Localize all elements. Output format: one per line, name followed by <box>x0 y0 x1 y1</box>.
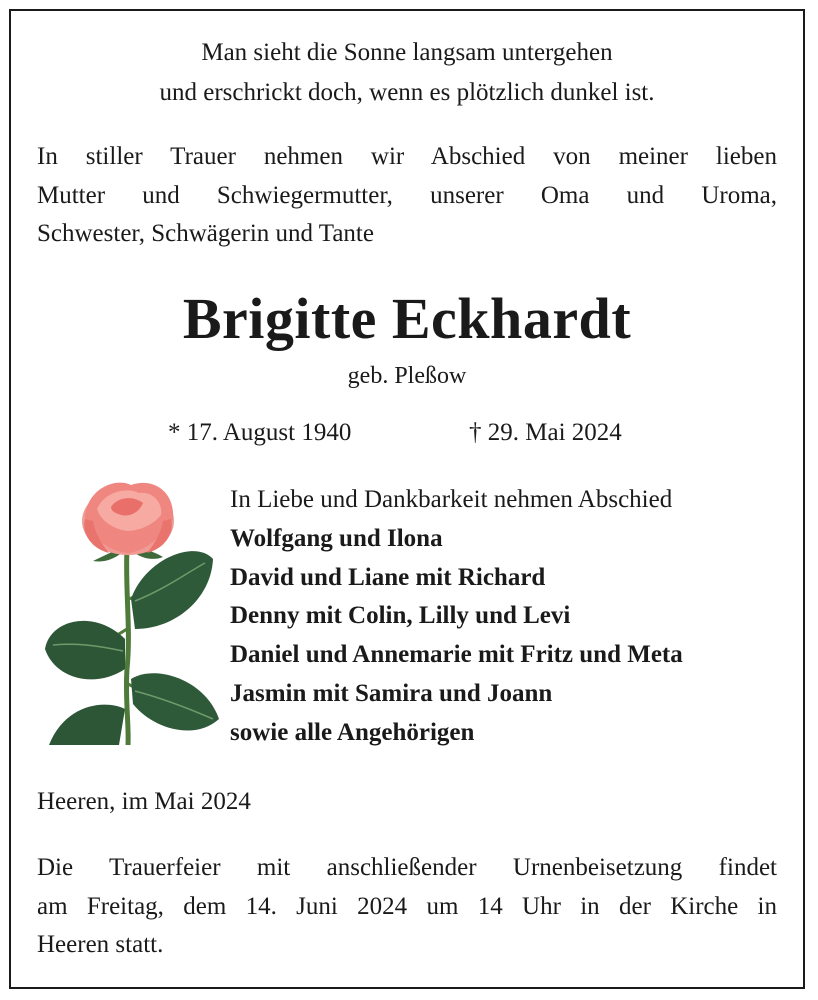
ceremony-line-3: Heeren statt. <box>37 931 164 958</box>
rose-image <box>35 479 219 745</box>
maiden-name: geb. Pleßow <box>347 363 467 389</box>
mourner-family: sowie alle Angehörigen <box>230 718 475 746</box>
ceremony-line-1: Die Trauerfeier mit anschließender Urnenbeisetzung findet <box>37 854 777 881</box>
mourner-family: Jasmin mit Samira und Joann <box>230 679 553 707</box>
ceremony-info <box>37 849 777 965</box>
motto-line-1: Man sieht die Sonne langsam untergehen <box>201 39 613 66</box>
obituary-notice <box>9 9 805 989</box>
death-date: † 29. Mai 2024 <box>469 419 622 446</box>
intro-line-1: In stiller Trauer nehmen wir Abschied von meiner lieben <box>37 143 777 170</box>
mourner-family: Daniel und Annemarie mit Fritz und Meta <box>230 641 683 669</box>
birth-date: * 17. August 1940 <box>168 419 352 446</box>
intro-line-2: Mutter und Schwiegermutter, unserer Oma und Uroma, <box>37 181 777 209</box>
intro-line-3: Schwester, Schwägerin und Tante <box>37 220 374 247</box>
mourners-block <box>230 481 683 753</box>
deceased-name: Brigitte Eckhardt <box>182 286 632 351</box>
ceremony-line-2: am Freitag, dem 14. Juni 2024 um 14 Uhr in der Kirche in <box>37 892 777 920</box>
motto <box>11 33 803 113</box>
mourner-family: David und Liane mit Richard <box>230 563 546 591</box>
mourner-family: Wolfgang und Ilona <box>230 524 443 552</box>
place-date: Heeren, im Mai 2024 <box>37 788 251 815</box>
mourners-lead: In Liebe und Dankbarkeit nehmen Abschied <box>230 486 673 513</box>
intro-text <box>37 138 777 254</box>
mourner-family: Denny mit Colin, Lilly und Levi <box>230 602 571 630</box>
motto-line-2: und erschrickt doch, wenn es plötzlich dunkel ist. <box>159 79 655 106</box>
